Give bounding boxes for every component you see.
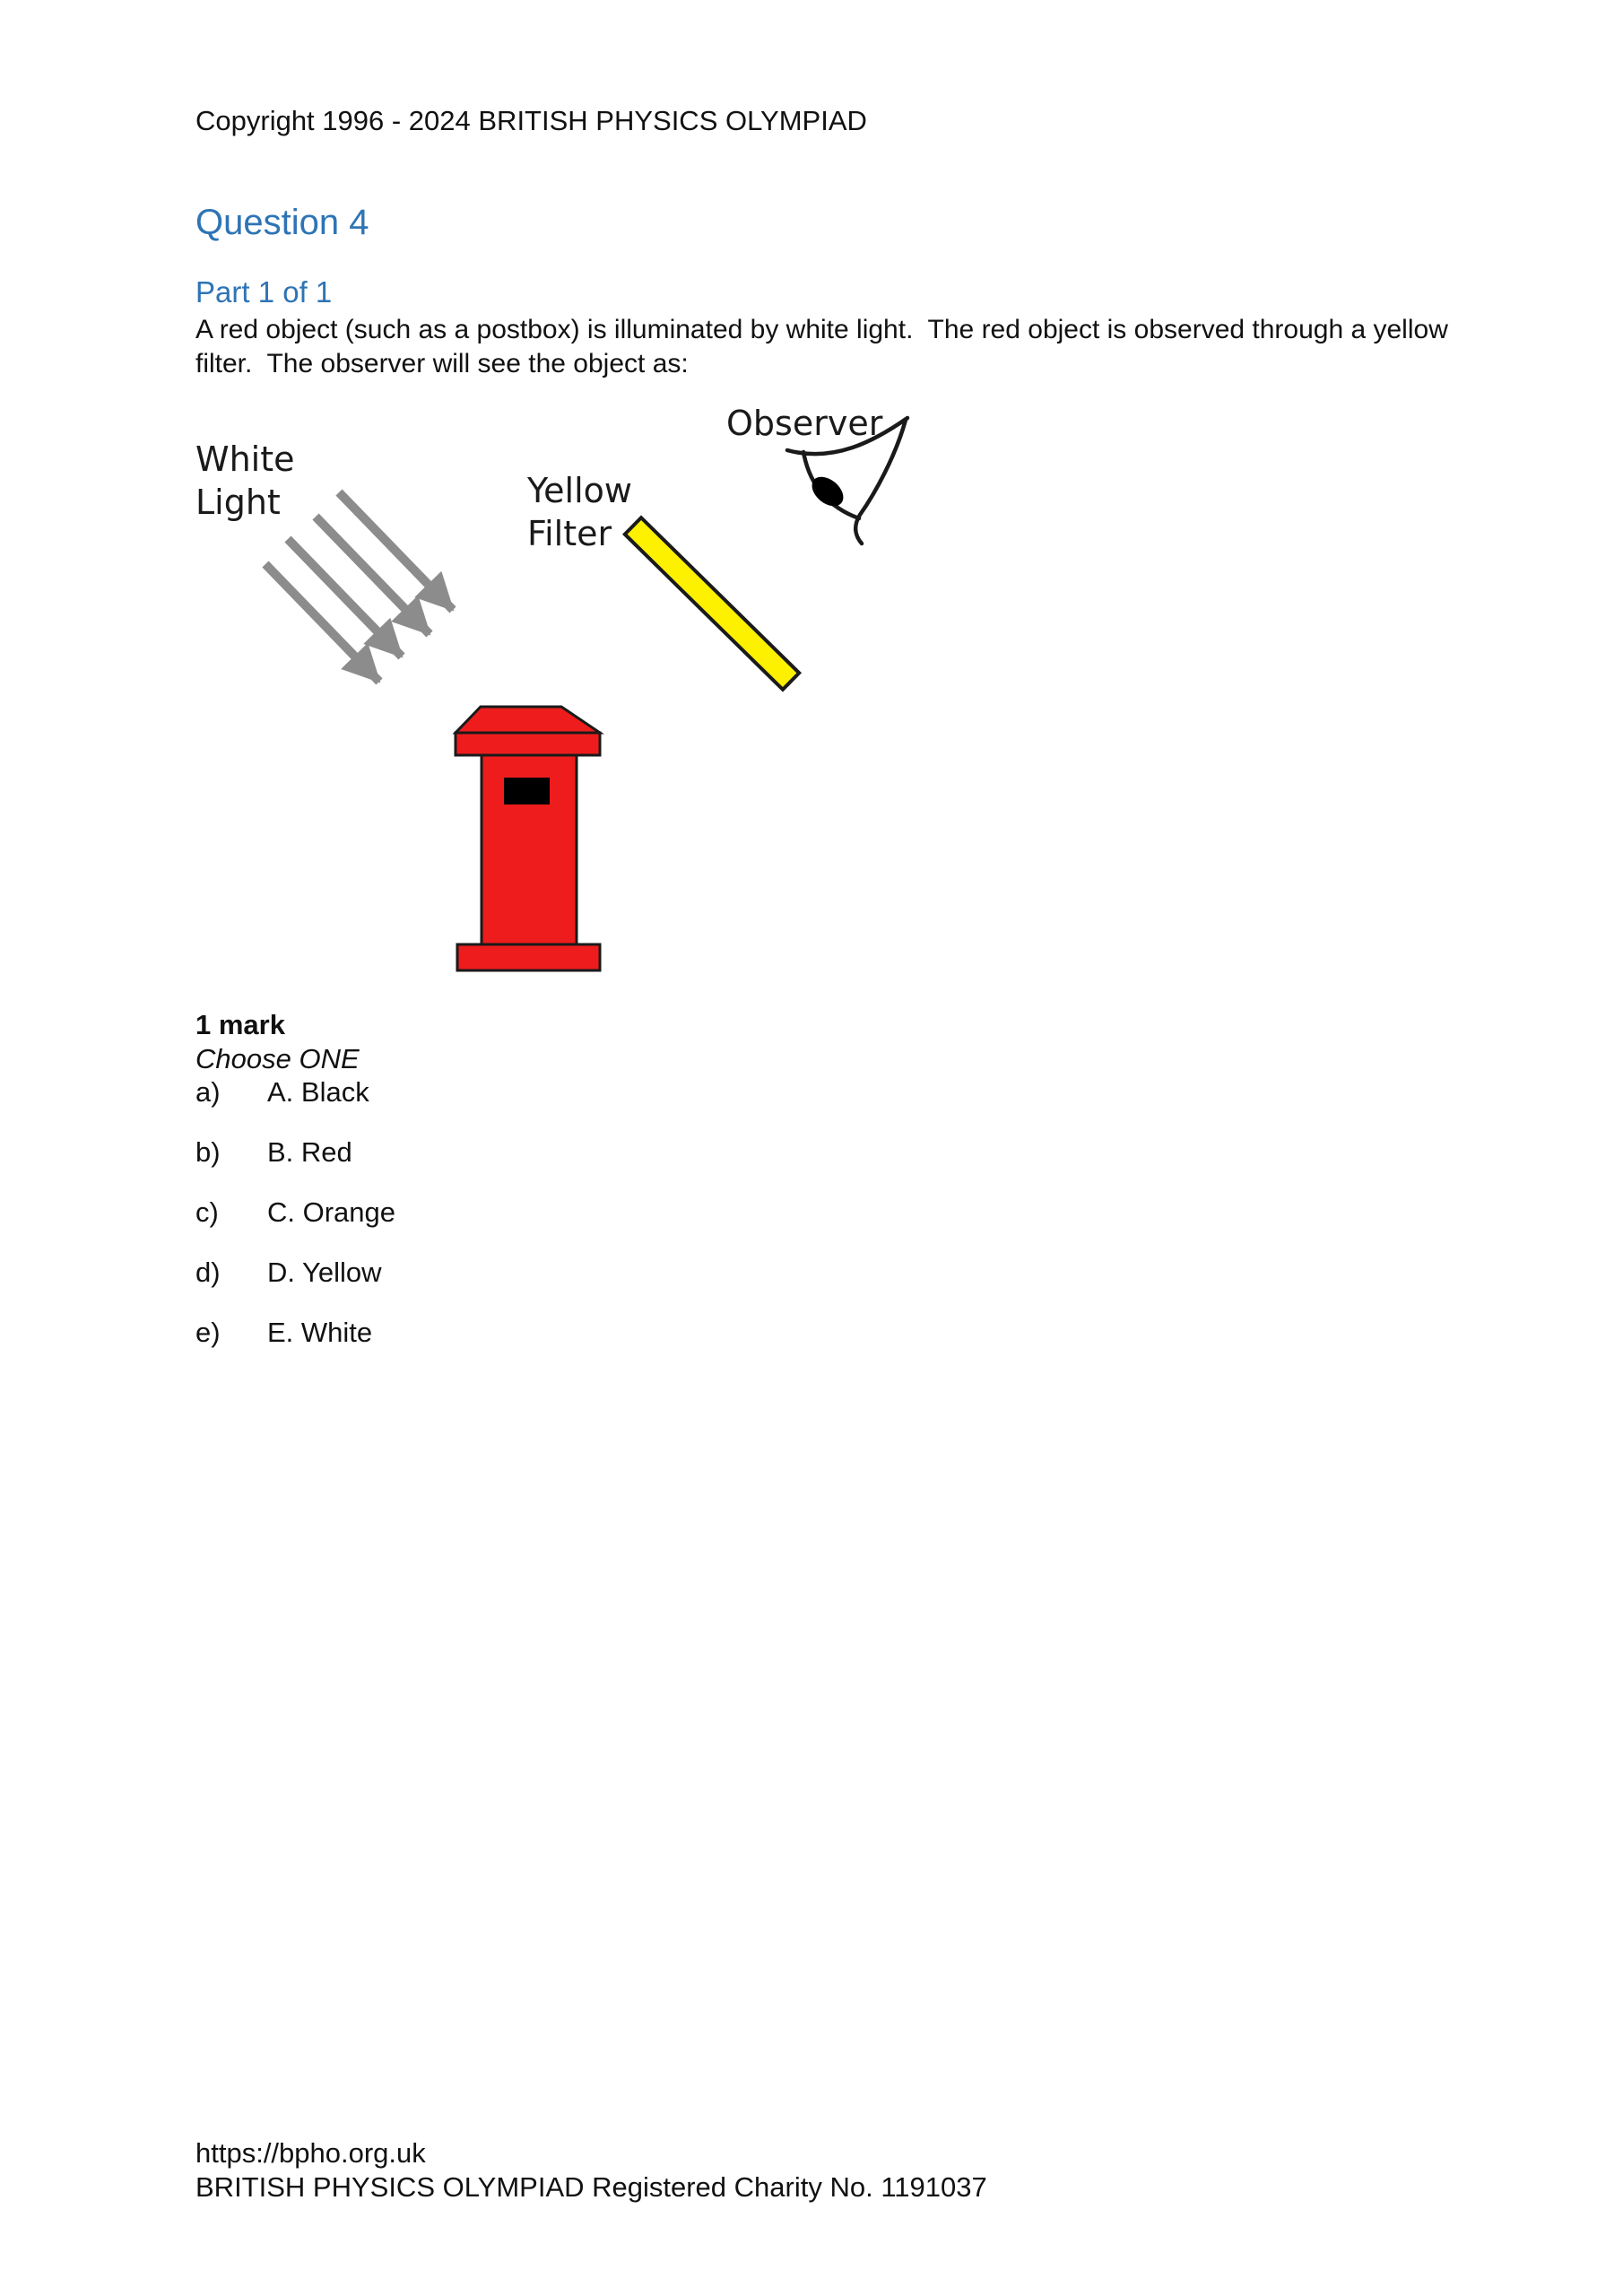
white-light-label-line1: White <box>195 439 295 479</box>
part-title: Part 1 of 1 <box>195 275 333 309</box>
question-text-line-2: filter. The observer will see the object as: <box>195 349 689 378</box>
observer-label: Observer <box>726 404 883 443</box>
optics-diagram <box>0 386 986 1013</box>
light-ray-arrows <box>265 492 453 682</box>
option-key: b) <box>195 1136 221 1168</box>
option-label: D. Yellow <box>267 1257 382 1288</box>
option-key: c) <box>195 1196 219 1228</box>
question-text-line-1: A red object (such as a postbox) is illuminated by white light. The red object is observed through a yellow <box>195 315 1448 344</box>
postbox-roof <box>456 707 600 733</box>
yellow-filter-label <box>526 471 632 553</box>
answer-option-c[interactable] <box>195 1198 395 1226</box>
light-ray-arrow <box>339 492 453 610</box>
light-ray-arrow <box>288 539 402 657</box>
postbox-slot <box>504 778 550 804</box>
option-label: B. Red <box>267 1136 352 1168</box>
footer-url-link[interactable]: https://bpho.org.uk <box>195 2137 426 2169</box>
answer-option-b[interactable] <box>195 1138 395 1166</box>
copyright-line: Copyright 1996 - 2024 BRITISH PHYSICS OLYMPIAD <box>195 105 867 136</box>
answer-option-e[interactable] <box>195 1318 395 1346</box>
postbox-cap-band <box>456 733 600 755</box>
question-title: Question 4 <box>195 203 369 242</box>
option-label: C. Orange <box>267 1196 396 1228</box>
choose-instruction: Choose ONE <box>195 1043 360 1074</box>
yellow-filter-label-line2: Filter <box>527 514 612 553</box>
postbox-base <box>457 944 600 970</box>
answer-options <box>195 1078 395 1346</box>
white-light-label <box>195 439 295 522</box>
option-key: e) <box>195 1317 221 1348</box>
answer-option-d[interactable] <box>195 1258 395 1286</box>
footer-charity-line: BRITISH PHYSICS OLYMPIAD Registered Charity No. 1191037 <box>195 2171 987 2203</box>
option-key: d) <box>195 1257 221 1288</box>
answer-option-a[interactable] <box>195 1078 395 1106</box>
white-light-label-line2: Light <box>195 483 281 522</box>
red-postbox <box>456 707 600 970</box>
yellow-filter-bar <box>625 517 799 690</box>
light-ray-arrow <box>265 564 379 682</box>
marks-label: 1 mark <box>195 1009 285 1040</box>
option-label: E. White <box>267 1317 373 1348</box>
page-footer <box>195 2136 987 2205</box>
light-ray-arrow <box>316 517 430 634</box>
option-key: a) <box>195 1076 221 1108</box>
yellow-filter-label-line1: Yellow <box>527 471 632 510</box>
question-text <box>195 313 1448 381</box>
option-label: A. Black <box>267 1076 369 1108</box>
